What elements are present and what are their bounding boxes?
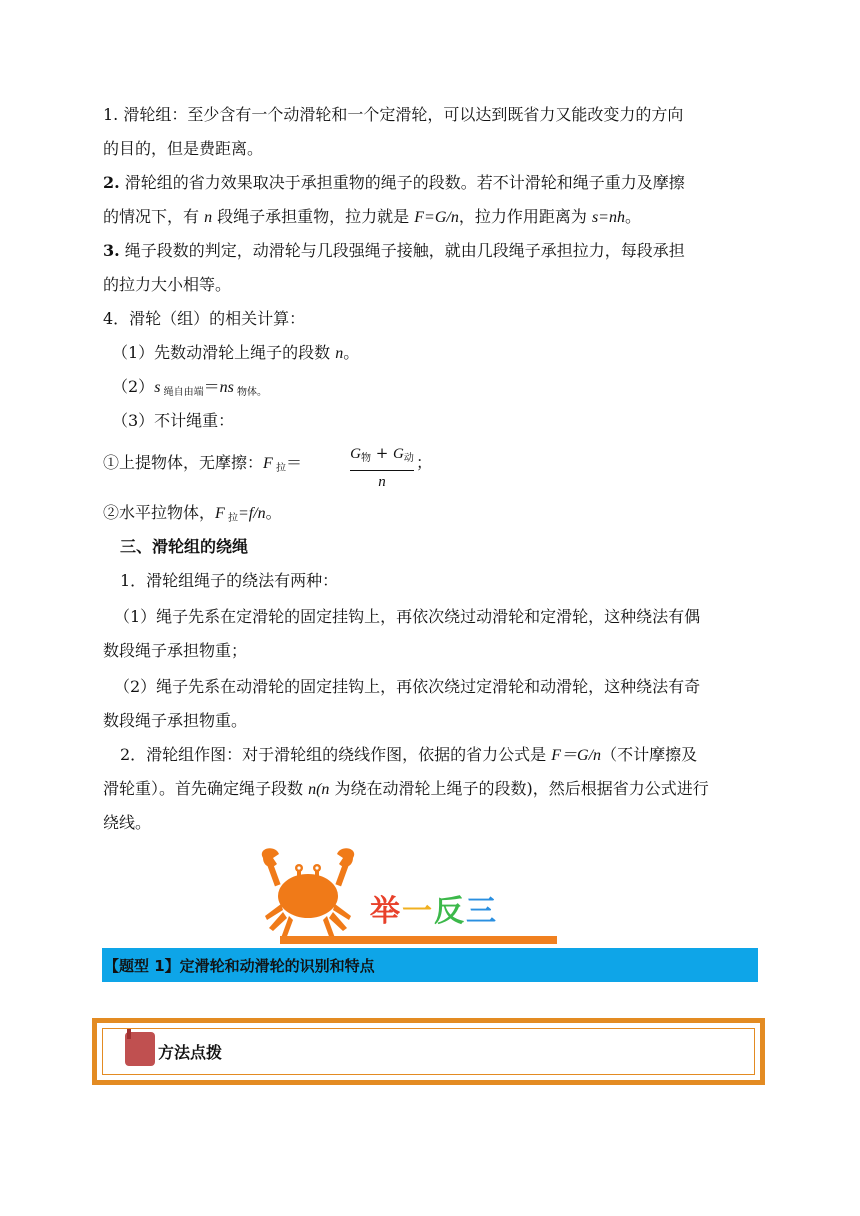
num-G2: G [393, 446, 404, 462]
step2-prefix: （2） [112, 377, 155, 396]
case1-F: F [263, 455, 273, 472]
banner-char-1: 举 [370, 894, 402, 929]
step1-end: 。 [343, 343, 360, 362]
para2-n: n [204, 209, 213, 226]
section-3-title: 三、滑轮组的绕绳 [120, 537, 249, 556]
formula-s-nh: s=nh [591, 209, 625, 226]
case2-end: 。 [265, 503, 282, 522]
para2-text: 滑轮组的省力效果取决于承担重物的绳子的段数。若不计滑轮和绳子重力及摩擦 [119, 173, 685, 192]
num-sub2: 动 [403, 453, 414, 464]
para6-text-d: 为绕在动滑轮上绳子的段数)，然后根据省力公式进行 [329, 779, 709, 798]
para2-number: 2. [103, 173, 120, 192]
para5-title: 1．滑轮组绳子的绕法有两种： [120, 571, 339, 590]
para2-text-d: 。 [624, 207, 641, 226]
bookmark-icon [125, 1032, 155, 1066]
para2-line1 [103, 172, 685, 194]
para2-line2 [103, 206, 641, 229]
step2-eq: ＝ [203, 377, 220, 396]
para6-n: n(n [308, 781, 330, 798]
para6-text-c: 滑轮重）。首先确定绳子段数 [103, 779, 309, 798]
fraction-formula [350, 444, 414, 491]
step2-sub-rope-end: 绳自由端 [160, 387, 204, 398]
case2-text: ②水平拉物体， [103, 503, 216, 522]
para6-line1 [120, 744, 697, 767]
num-sub1: 物 [360, 453, 371, 464]
step2-sub-object: 物体 [233, 387, 258, 398]
case1-text: ①上提物体，无摩擦： [103, 453, 264, 472]
case1-eq: ＝ [285, 453, 302, 472]
para1-line1: 1. 滑轮组：至少含有一个动滑轮和一个定滑轮，可以达到既省力又能改变力的方向 [103, 105, 684, 124]
case2-line [103, 502, 282, 530]
step2-end: 。 [257, 387, 268, 398]
para2-text-a: 的情况下，有 [103, 207, 205, 226]
para6-line3: 绕线。 [103, 813, 152, 832]
para6-text-a: 2．滑轮组作图：对于滑轮组的绕线作图，依据的省力公式是 [120, 745, 552, 764]
para6-line2 [103, 778, 709, 801]
fraction-bar [350, 470, 414, 471]
para4-step3: （3）不计绳重： [112, 411, 235, 430]
fraction-numerator [350, 444, 414, 468]
para6-text-b: （不计摩擦及 [601, 745, 698, 764]
bookmark-tab [127, 1029, 131, 1039]
step1-text: （1）先数动滑轮上绳子的段数 [112, 343, 336, 362]
fraction-denominator: n [378, 474, 386, 490]
step2-s: s [154, 379, 161, 396]
para3-line1 [103, 240, 685, 262]
para3-line2: 的拉力大小相等。 [103, 275, 232, 294]
banner-title [370, 886, 498, 930]
step1-n: n [335, 345, 344, 362]
para3-number: 3. [103, 241, 120, 260]
para5-b-line2: 数段绳子承担物重。 [103, 711, 248, 730]
banner-char-3: 反 [434, 894, 466, 929]
case1-end: ； [416, 453, 433, 472]
para1-line2: 的目的，但是费距离。 [103, 139, 264, 158]
question-type-label: 【题型 1】定滑轮和动滑轮的识别和特点 [104, 957, 375, 975]
num-plus: + [370, 444, 394, 462]
para5-a-line2: 数段绳子承担物重； [103, 641, 248, 660]
case1-line [103, 452, 302, 480]
case1-sub: 拉 [272, 463, 286, 474]
para3-text: 绳子段数的判定，动滑轮与几段强绳子接触，就由几段绳子承担拉力，每段承担 [119, 241, 685, 260]
para5-b-line1: （2）绳子先系在动滑轮的固定挂钩上，再依次绕过定滑轮和动滑轮，这种绕法有奇 [114, 677, 701, 696]
para4-step1 [112, 342, 359, 365]
case2-sub: 拉 [224, 513, 238, 524]
formula-f-g-n: F=G/n [414, 209, 459, 226]
banner-char-4: 三 [466, 894, 498, 929]
case2-F: F [215, 505, 225, 522]
case2-eq: =f/n [237, 505, 266, 522]
para4-title: 4．滑轮（组）的相关计算： [103, 309, 306, 328]
banner-char-2: 一 [402, 894, 434, 929]
para2-text-b: 段绳子承担重物，拉力就是 [212, 207, 415, 226]
para6-formula: F＝G/n [551, 747, 602, 764]
method-label: 方法点拨 [158, 1043, 223, 1062]
para4-step2 [112, 376, 267, 404]
para2-text-c: ，拉力作用距离为 [458, 207, 592, 226]
step2-ns: ns [219, 379, 234, 396]
crab-icon [255, 846, 365, 942]
num-G1: G [350, 446, 361, 462]
para5-a-line1: （1）绳子先系在定滑轮的固定挂钩上，再依次绕过动滑轮和定滑轮，这种绕法有偶 [114, 607, 701, 626]
banner-underline [280, 936, 557, 944]
